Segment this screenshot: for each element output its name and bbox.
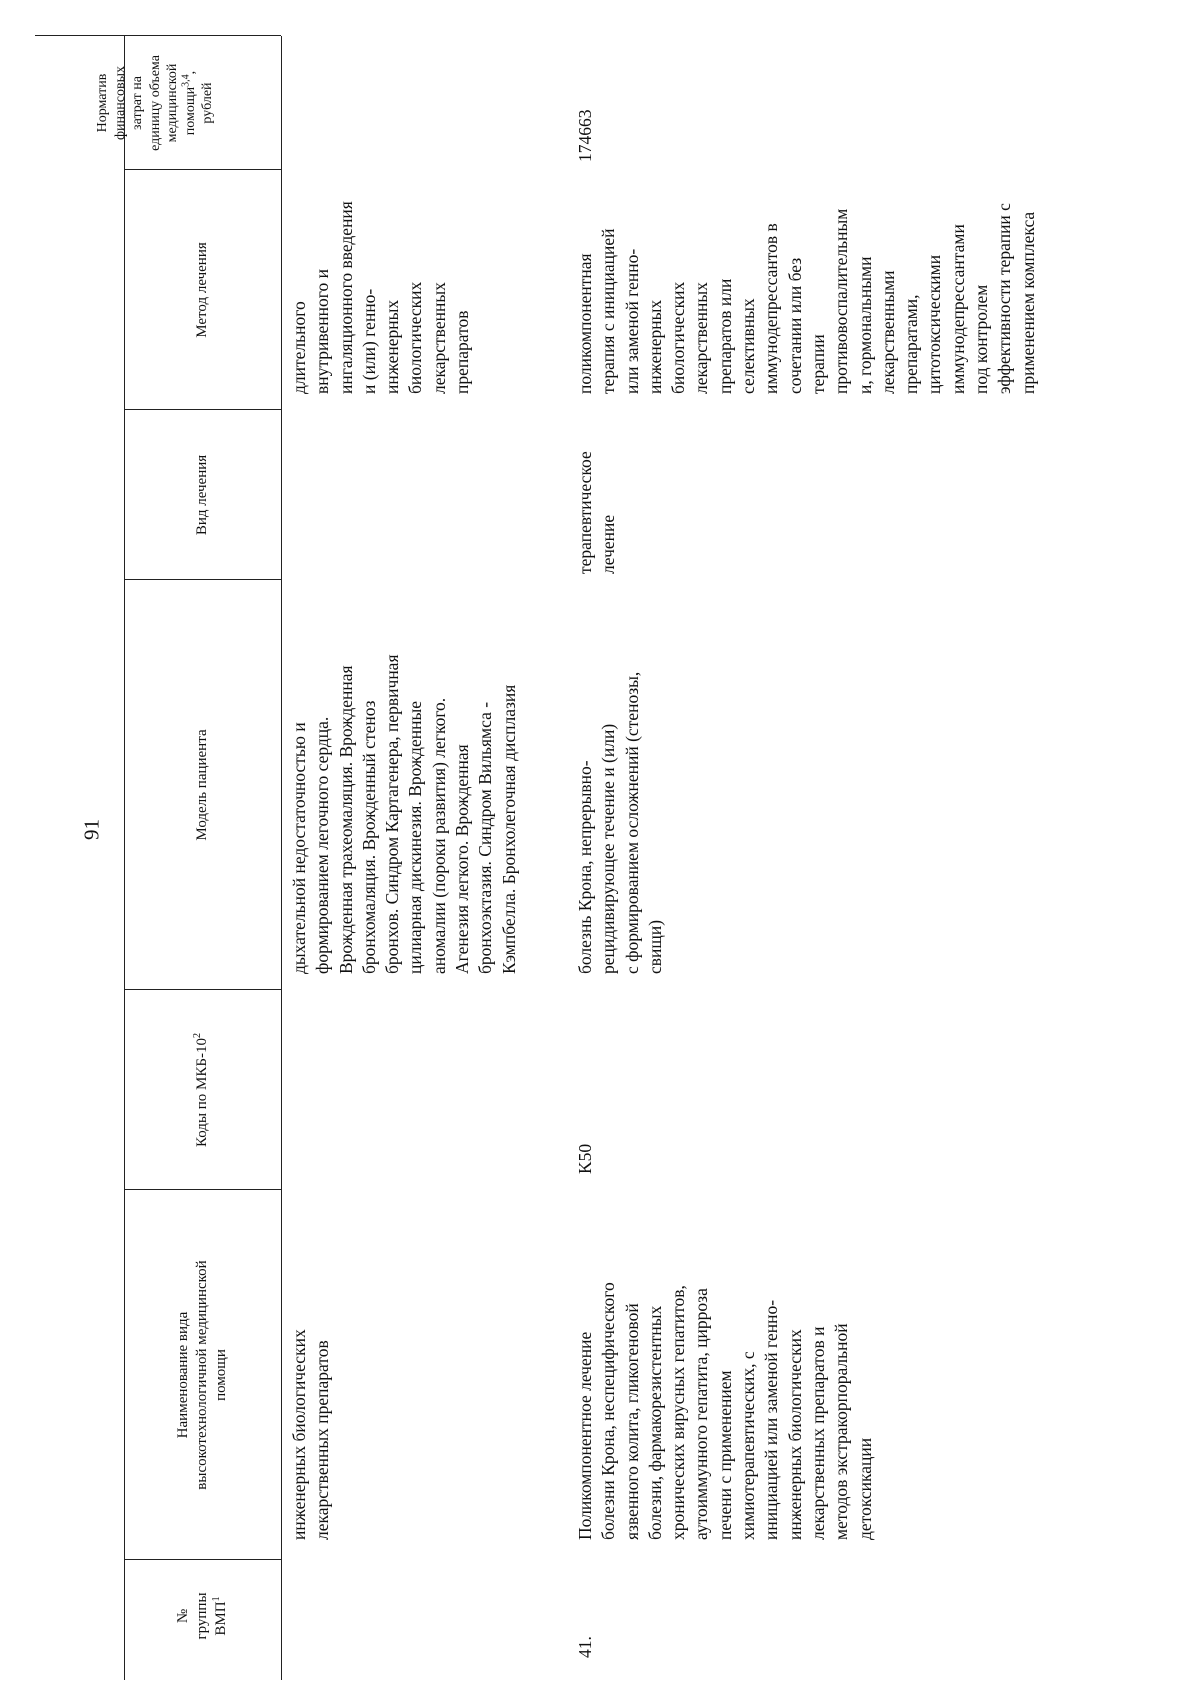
text-line: применением комплекса xyxy=(1017,211,1038,394)
text-line: препаратов или xyxy=(714,278,735,394)
text-line: биологических xyxy=(668,281,689,394)
text-line: болезни, фармакорезистентных xyxy=(644,1305,665,1540)
text-line: болезнь Крона, непрерывно- xyxy=(575,760,595,974)
row2-number: 41. xyxy=(575,1636,595,1658)
header-norm: Норматив финансовых затрат на единицу объема медицинской помощи$^{3,4}$, рублей xyxy=(95,55,216,151)
text-line: лекарственных препаратов и xyxy=(807,1326,828,1540)
header-bottom-rule xyxy=(281,36,282,1680)
text-line: Агенезия легкого. Врожденная xyxy=(452,744,473,974)
text-line: дыхательной недостаточностью и xyxy=(289,722,309,974)
text-line: с формированием осложнений (стенозы, xyxy=(621,671,642,974)
row2-name xyxy=(574,1282,877,1540)
text-line: или заменой генно- xyxy=(621,248,642,394)
text-line: рецидивирующее течение и (или) xyxy=(598,723,619,974)
text-line: селективных xyxy=(738,298,759,394)
row2-codes: K50 xyxy=(575,1143,595,1174)
text-line: цилиарная дискинезия. Врожденные xyxy=(405,701,426,974)
text-line: цитотоксическими xyxy=(924,254,945,394)
page-number: 91 xyxy=(79,819,104,840)
text-line: поликомпонентная xyxy=(575,253,595,394)
text-line: противовоспалительным xyxy=(831,208,852,394)
header-name: Наименование вида высокотехнологичной медицинской помощи xyxy=(175,1260,229,1490)
text-line: сочетании или без xyxy=(784,257,805,394)
text-line: Врожденная трахеомаляция. Врожденная xyxy=(335,665,356,974)
text-line: язвенного колита, гликогеновой xyxy=(621,1303,642,1540)
text-line: печени с применением xyxy=(714,1370,735,1540)
header-model: Модель пациента xyxy=(194,729,210,841)
row2-treatment-type xyxy=(574,451,621,574)
text-line: внутривенного и xyxy=(312,269,333,394)
text-line: методов экстракорпоральной xyxy=(831,1323,852,1540)
text-line: терапия с инициацией xyxy=(598,228,619,394)
text-line: формированием легочного сердца. xyxy=(312,716,333,974)
text-line: лекарственных препаратов xyxy=(312,1340,333,1540)
row2-method xyxy=(574,203,1040,394)
header-type: Вид лечения xyxy=(194,454,210,536)
text-line: инженерных xyxy=(382,299,403,394)
text-line: иммунодепрессантами xyxy=(947,224,968,394)
text-line: детоксикации xyxy=(854,1437,875,1540)
text-line: инженерных xyxy=(644,299,665,394)
row2-norm: 174663 xyxy=(575,109,595,162)
text-line: препаратов xyxy=(452,310,473,394)
text-line: лечение xyxy=(598,514,619,574)
text-line: свищи) xyxy=(644,919,665,974)
text-line: бронхоэктазия. Синдром Вильямса - xyxy=(475,701,496,974)
text-line: иммунодепрессантов в xyxy=(761,223,782,394)
text-line: химиотерапевтических, с xyxy=(738,1351,759,1540)
text-line: Поликомпонентное лечение xyxy=(575,1331,595,1540)
header-codes: Коды по МКБ-$10^2$ xyxy=(192,1033,210,1148)
text-line: бронхов. Синдром Картагенера, первичная xyxy=(382,654,403,974)
row1-name xyxy=(288,1329,335,1540)
row1-patient-model xyxy=(288,654,521,974)
header-number: № группы ВМП$^1$ xyxy=(175,1592,229,1640)
text-line: аутоиммунного гепатита, цирроза xyxy=(691,1288,712,1540)
text-line: под контролем xyxy=(971,284,992,394)
text-line: лекарственных xyxy=(691,282,712,394)
text-line: терапевтическое xyxy=(575,451,595,574)
text-line: инженерных биологических xyxy=(289,1329,309,1540)
row1-method xyxy=(288,201,474,394)
text-line: терапии xyxy=(807,334,828,394)
text-line: болезни Крона, неспецифического xyxy=(598,1282,619,1540)
text-line: инженерных биологических xyxy=(784,1329,805,1540)
row2-patient-model xyxy=(574,672,667,974)
text-line: инициацией или заменой генно- xyxy=(761,1299,782,1540)
text-line: эффективности терапии с xyxy=(994,203,1015,394)
text-line: длительного xyxy=(289,301,309,394)
text-line: хронических вирусных гепатитов, xyxy=(668,1285,689,1540)
text-line: и, гормональными xyxy=(854,256,875,394)
header-method: Метод лечения xyxy=(194,242,210,338)
text-line: препаратами, xyxy=(901,294,922,394)
text-line: бронхомаляция. Врожденный стеноз xyxy=(358,700,379,974)
text-line: ингаляционного введения xyxy=(335,201,356,394)
text-line: Кэмпбелла. Бронхолегочная дисплазия xyxy=(498,684,519,974)
text-line: аномалии (пороки развития) легкого. xyxy=(428,697,449,974)
text-line: биологических xyxy=(405,281,426,394)
text-line: лекарственных xyxy=(428,282,449,394)
text-line: и (или) генно- xyxy=(358,288,379,394)
text-line: лекарственными xyxy=(877,270,898,394)
